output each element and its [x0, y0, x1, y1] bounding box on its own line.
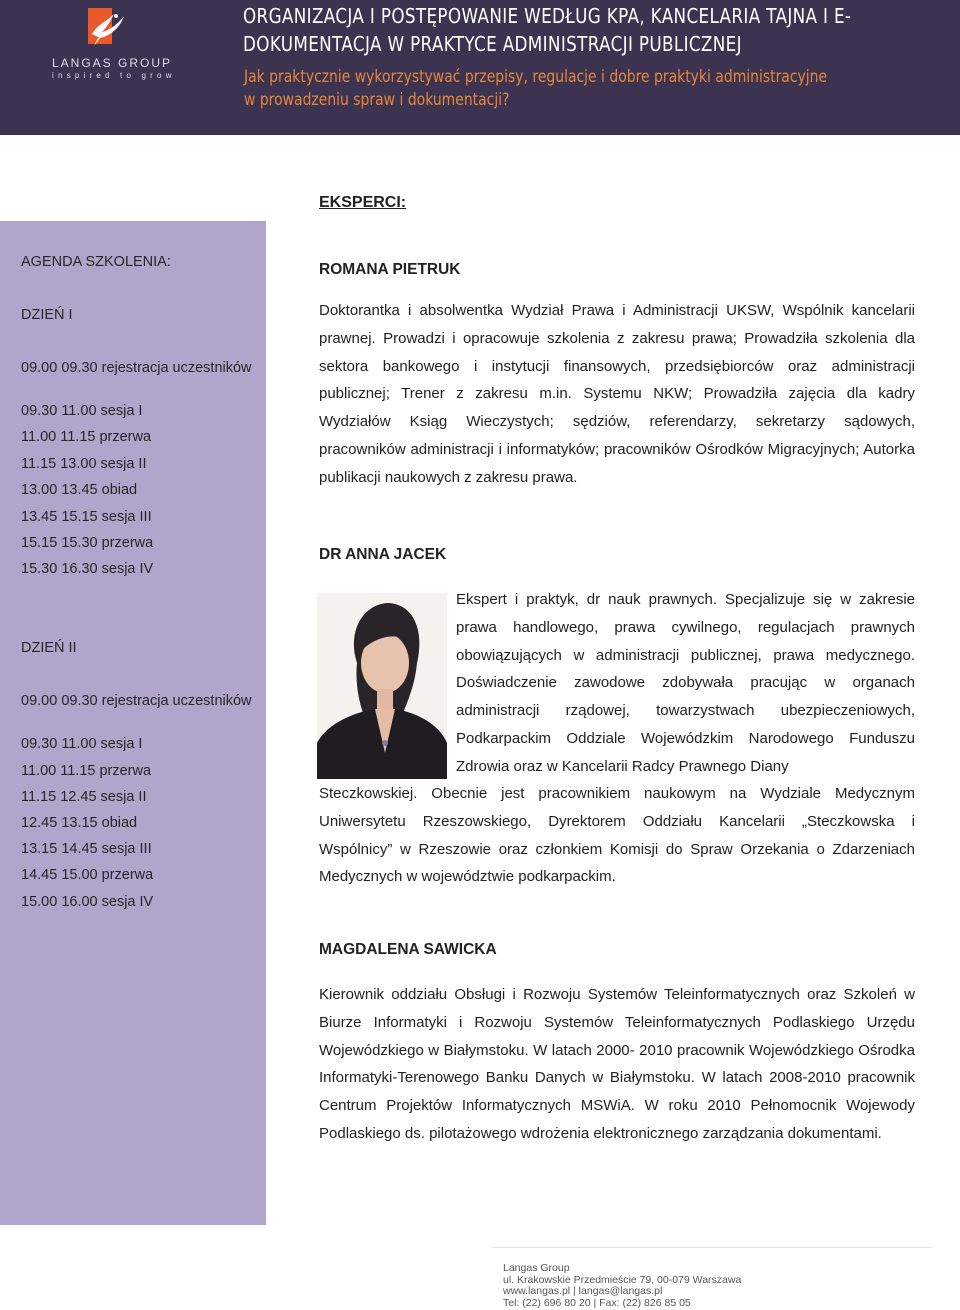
- subtitle-line-1: Jak praktycznie wykorzystywać przepisy, regulacje i dobre praktyki administracyjne: [244, 67, 828, 87]
- agenda-item: 11.15 13.00 sesja II: [21, 456, 147, 472]
- expert-bio-romana-pietruk: [319, 297, 915, 492]
- expert-name-magdalena-sawicka: MAGDALENA SAWICKA: [319, 941, 497, 958]
- expert-bio-text: Ekspert i praktyk, dr nauk prawnych. Specjalizuje się w zakresie prawa handlowego, prawa cywilnego, regulacjach prawnych obowiązujących w administracji publicznej, prawa medycznego. Doświadczenie zawodowe zdobywała pracując w organach administracji rządowej, towarzystwach ubezpieczeniowych, Podkarpackim Oddziale Wojewódzkim Narodowego Funduszu Zdrowia oraz w Kancelarii Radcy Prawnego Diany: [456, 591, 915, 775]
- footer-address: ul. Krakowskie Przedmieście 79, 00-079 Warszawa: [503, 1273, 742, 1286]
- footer-web-email: www.langas.pl | langas@langas.pl: [503, 1285, 663, 1297]
- agenda-item: 15.00 16.00 sesja IV: [21, 894, 154, 910]
- expert-name-anna-jacek: DR ANNA JACEK: [319, 546, 447, 563]
- expert-bio-text: Steczkowskiej. Obecnie jest pracownikiem naukowym na Wydziale Medycznym Uniwersytetu Rzeszowskiego, Dyrektorem Oddziału Kancelarii „Steczkowska i Wspólnicy” w Rzeszowie oraz członkiem Komisji do Spraw Orzekania o Zdarzeniach Medycznych w województwie podkarpackim.: [319, 785, 915, 886]
- document-subtitle: [244, 66, 900, 112]
- footer-divider: [492, 1247, 932, 1248]
- expert-bio-text: Doktorantka i absolwentka Wydział Prawa i Administracji UKSW, Wspólnik kancelarii prawnej. Prowadzi i opracowuje szkolenia z zakresu prawa; Prowadziła szkolenia dla sektora bankowego i instytucji finansowych, przedsiębiorców oraz administracji publicznej; Trener z zakresu m.in. Systemu NKW; Prowadziła zajęcia dla kadry Wydziałów Ksiąg Wieczystych; sędziów, referendarzy, sekretarzy sądowych, pracowników administracji i informatyków; pracowników Ośrodków Migracyjnych; Autorka publikacji naukowych z zakresu prawa.: [319, 302, 915, 486]
- title-line-2: DOKUMENTACJA W PRAKTYCE ADMINISTRACJI PUBLICZNEJ: [243, 32, 742, 56]
- expert-bio-anna-jacek-top: [456, 586, 915, 781]
- title-line-1: ORGANIZACJA I POSTĘPOWANIE WEDŁUG KPA, KANCELARIA TAJNA I E-: [243, 4, 852, 28]
- agenda-item: 13.15 14.45 sesja III: [21, 841, 152, 857]
- footer-phone-fax: Tel: (22) 696 80 20 | Fax: (22) 826 85 05: [503, 1296, 691, 1309]
- agenda-item: 11.00 11.15 przerwa: [21, 429, 152, 445]
- agenda-item: 15.30 16.30 sesja IV: [21, 561, 154, 577]
- agenda-item: 11.15 12.45 sesja II: [21, 789, 147, 805]
- agenda-title: AGENDA SZKOLENIA:: [21, 254, 171, 270]
- agenda-item: 13.00 13.45 obiad: [21, 482, 138, 498]
- expert-bio-magdalena-sawicka: [319, 981, 915, 1148]
- agenda-item: 15.15 15.30 przerwa: [21, 535, 154, 551]
- day-2-title: DZIEŃ II: [21, 640, 77, 656]
- agenda-item: 09.00 09.30 rejestracja uczestników: [21, 693, 252, 709]
- day-1-title: DZIEŃ I: [21, 307, 73, 323]
- subtitle-line-2: w prowadzeniu spraw i dokumentacji?: [244, 90, 510, 110]
- agenda-item: 11.00 11.15 przerwa: [21, 763, 152, 779]
- agenda-item: 09.00 09.30 rejestracja uczestników: [21, 360, 252, 376]
- company-logo: [40, 4, 180, 80]
- expert-photo: [317, 593, 447, 779]
- agenda-item: 13.45 15.15 sesja III: [21, 509, 152, 525]
- document-title: [243, 2, 940, 58]
- agenda-item: 09.30 11.00 sesja I: [21, 403, 143, 419]
- agenda-item: 09.30 11.00 sesja I: [21, 736, 143, 752]
- header-band: [0, 0, 960, 135]
- footer-contact: [503, 1263, 741, 1309]
- expert-bio-text: Kierownik oddziału Obsługi i Rozwoju Systemów Teleinformatycznych oraz Szkoleń w Biurze Informatyki i Rozwoju Systemów Teleinformatycznych Podlaskiego Urzędu Wojewódzkiego w Białymstoku. W latach 2000- 2010 pracownik Wojewódzkiego Ośrodka Informatyki-Terenowego Banku Danych w Białymstoku. W latach 2008-2010 pracownik Centrum Projektów Informatycznych MSWiA. W roku 2010 Pełnomocnik Wojewody Podlaskiego ds. pilotażowego wdrożenia elektronicznego zarządzania dokumentami.: [319, 986, 915, 1142]
- expert-name-romana-pietruk: ROMANA PIETRUK: [319, 261, 461, 278]
- hummingbird-logo-icon: [40, 4, 180, 56]
- expert-bio-anna-jacek-bottom: [319, 780, 915, 891]
- brand-name: LANGAS GROUP: [52, 56, 173, 70]
- footer-company: Langas Group: [503, 1262, 570, 1274]
- portrait-photo-icon: [317, 593, 447, 779]
- agenda-item: 12.45 13.15 obiad: [21, 815, 138, 831]
- brand-tagline: inspired to grow: [52, 71, 176, 80]
- agenda-item: 14.45 15.00 przerwa: [21, 867, 154, 883]
- experts-heading: EKSPERCI:: [319, 194, 407, 211]
